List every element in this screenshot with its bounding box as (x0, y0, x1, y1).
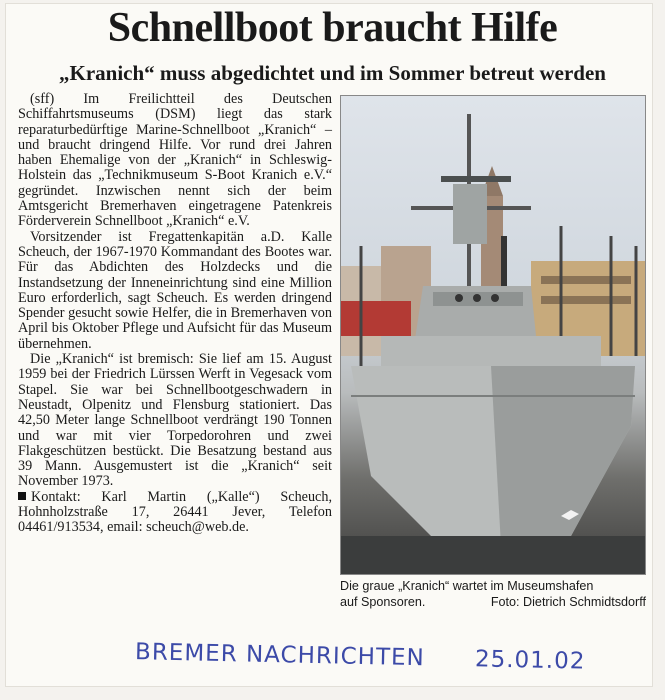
photo-caption (340, 578, 646, 610)
handwritten-source: BREMER NACHRICHTEN (134, 639, 426, 672)
article-body (18, 92, 332, 536)
boat-illustration (341, 96, 645, 574)
headline: Schnellboot braucht Hilfe (107, 5, 558, 51)
paragraph-2: Vorsitzender ist Fregattenkapitän a.D. Kalle Scheuch, der 1967-1970 Kommandant des Bootes war. Für das Abdichten des Holzdecks und die Instandsetzung der Inneneinrichtung sind eine Million Euro erforderlich, sagt Scheuch. Es werden dringend Spender gesucht sowie Helfer, die in Bremerhaven von April bis Oktober Pflege und Aufsicht für das Museum übernehmen. (18, 228, 332, 352)
square-bullet-icon (18, 492, 26, 500)
contact-text: Kontakt: Karl Martin („Kalle“) Scheuch, Hohnholzstraße 17, 26441 Jever, Telefon 04461/913534, email: scheuch@web.de. (18, 488, 332, 536)
photo-credit: Foto: Dietrich Schmidtsdorff (490, 595, 646, 609)
subheadline: „Kranich“ muss abgedichtet und im Sommer betreut werden (59, 61, 606, 85)
handwritten-date: 25.01.02 (474, 646, 586, 675)
caption-line-1: Die graue „Kranich“ wartet im Museumshafen (340, 579, 594, 593)
contact-info (18, 490, 332, 536)
caption-text: auf Sponsoren. (340, 595, 426, 609)
paragraph-1: (sff) Im Freilichtteil des Deutschen Schiffahrtsmuseums (DSM) liegt das stark reparaturbedürftige Marine-Schnellboot „Kranich“ – und braucht dringend Hilfe. Vor rund drei Jahren haben Ehemalige von der „Kranich“ in Schleswig-Holstein das „Technikmuseum S-Boot Kranich e.V.“ gegründet. Inzwischen nennt sich der beim Amtsgericht Bremerhaven eingetragene Patenkreis Förderverein Schnellboot „Kranich“ e.V. (18, 91, 332, 230)
paragraph-3: Die „Kranich“ ist bremisch: Sie lief am 15. August 1959 bei der Friedrich Lürssen Werft in Vegesack vom Stapel. Sie war bei Schnellbootgeschwadern in Neustadt, Olpenitz und Flensburg stationiert. Das 42,50 Meter lange Schnellboot verdrängt 190 Tonnen und war mit vier Torpedorohren und zwei Flakgeschützen bestückt. Die Besatzung bestand aus 39 Mann. Ausgemustert ist die „Kranich“ seit November 1973. (18, 351, 332, 490)
boat-photo (340, 95, 646, 575)
caption-line-2 (340, 594, 646, 610)
